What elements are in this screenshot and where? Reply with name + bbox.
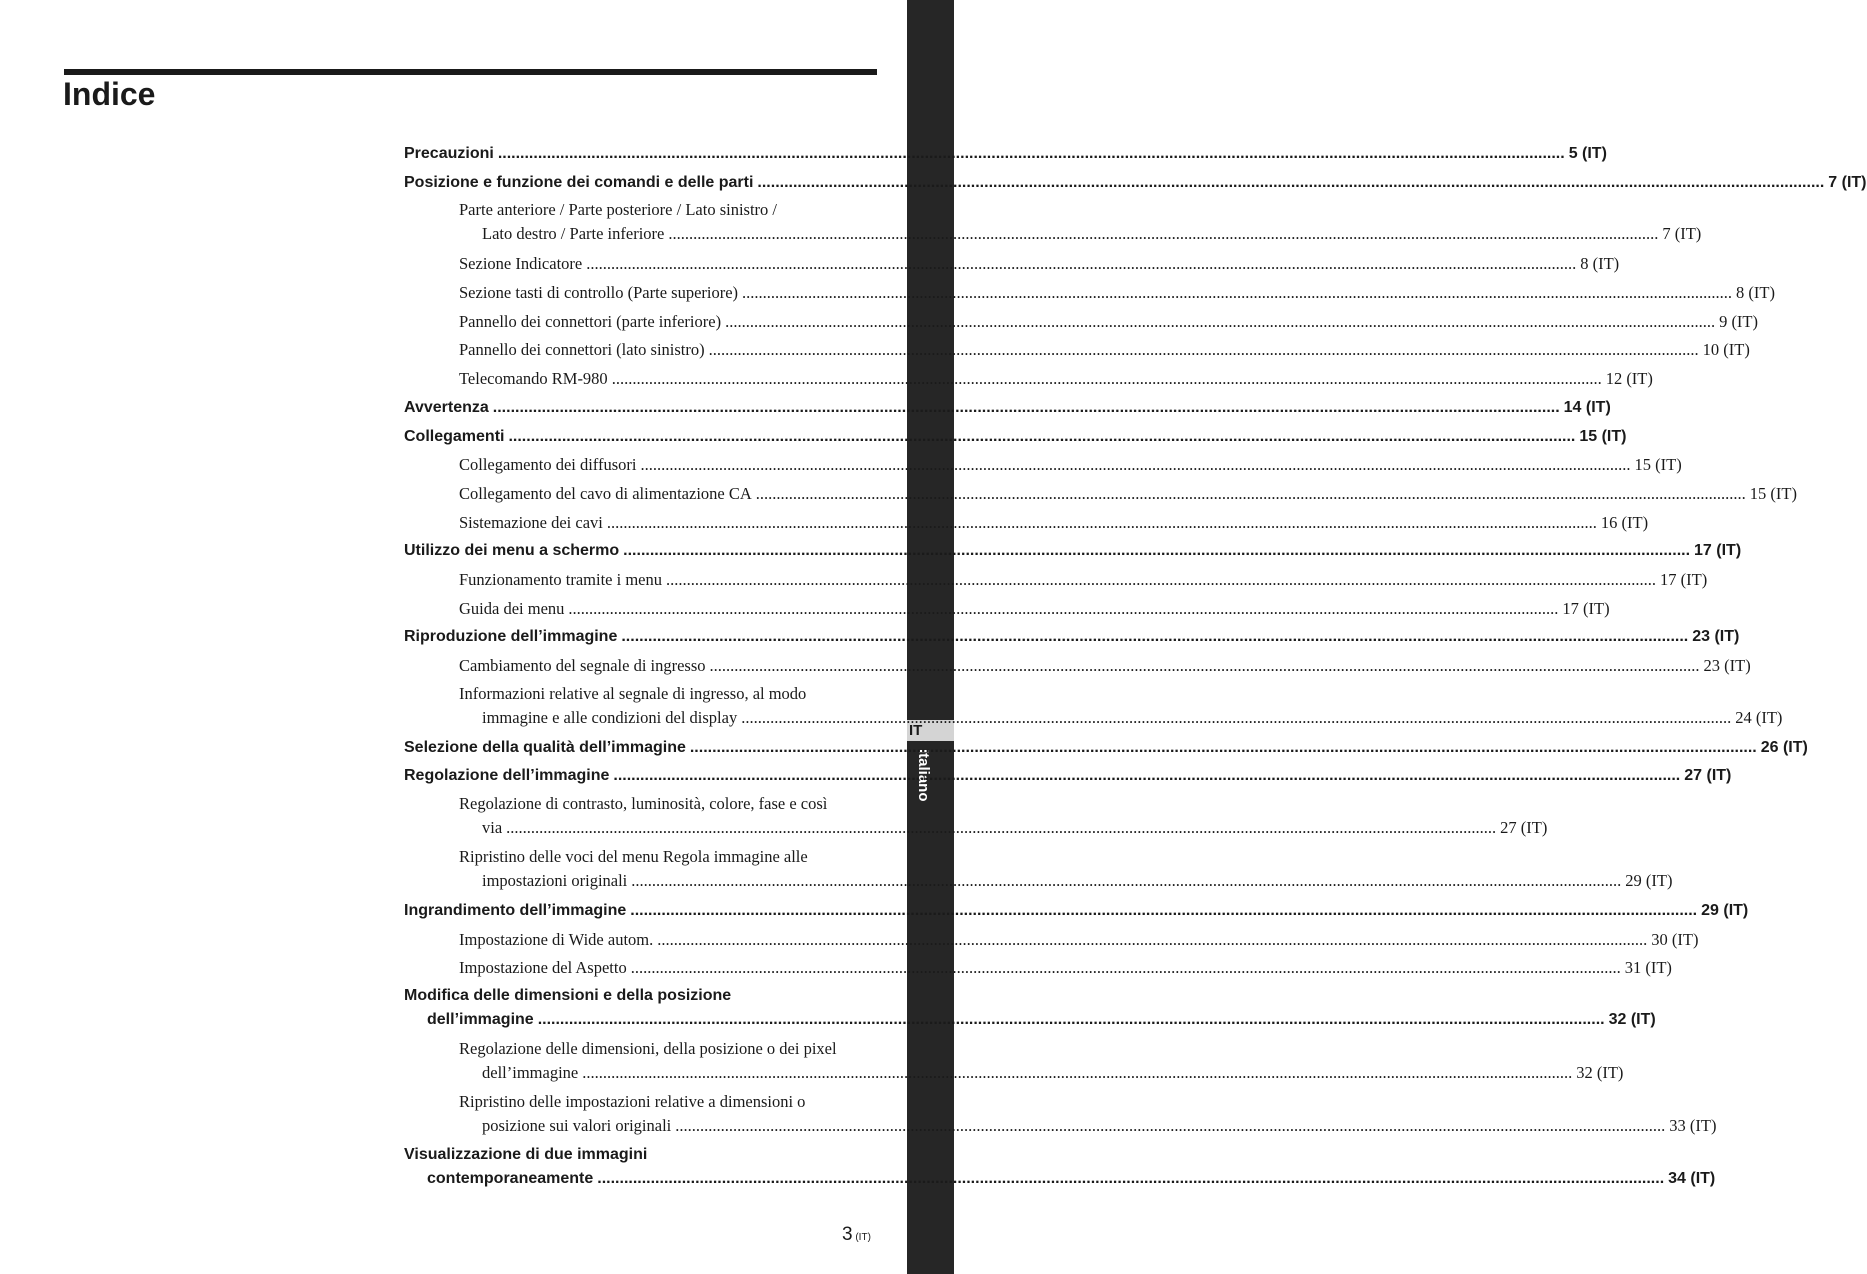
toc-subentry[interactable] — [404, 309, 1759, 338]
toc-entry-text: Sistemazione dei cavi — [459, 512, 603, 532]
dot-leader — [586, 251, 1576, 277]
toc-page-ref: 8 (IT) — [1580, 254, 1620, 274]
toc-entry-text-continued: posizione sui valori originali — [482, 1116, 672, 1136]
toc-subentry[interactable] — [404, 653, 1751, 682]
toc-entry[interactable] — [404, 984, 1656, 1037]
toc-entry-text: Impostazione del Aspetto — [459, 958, 627, 978]
toc-subentry[interactable] — [404, 596, 1610, 625]
toc-page-ref: 32 (IT) — [1576, 1063, 1624, 1083]
toc-subentry[interactable] — [404, 1037, 1624, 1090]
toc-page-ref: 16 (IT) — [1600, 512, 1649, 532]
toc-page-ref: 30 (IT) — [1651, 929, 1699, 949]
toc-entry-text: Selezione della qualità dell’immagine — [404, 738, 686, 756]
toc-page-ref: 9 (IT) — [1719, 311, 1759, 331]
toc-page-ref: 7 (IT) — [1662, 224, 1702, 244]
toc-entry[interactable] — [404, 395, 1611, 424]
toc-page-ref: 29 (IT) — [1701, 902, 1749, 920]
toc-subentry[interactable] — [404, 481, 1797, 510]
toc-page-ref: 10 (IT) — [1702, 340, 1750, 360]
toc-page-ref: 17 (IT) — [1562, 598, 1610, 618]
toc-subentry[interactable] — [404, 845, 1673, 898]
page-number — [842, 1224, 871, 1246]
dot-leader — [612, 366, 1602, 392]
toc-subentry[interactable] — [404, 955, 1672, 984]
toc-entry-text: Telecomando RM-980 — [459, 369, 608, 389]
toc-page-ref: 8 (IT) — [1736, 283, 1775, 303]
toc-subentry[interactable] — [404, 682, 1783, 735]
toc-entry-text-continued: impostazioni originali — [482, 871, 628, 891]
toc-entry-text: Cambiamento del segnale di ingresso — [459, 656, 706, 675]
toc-entry-text: Regolazione dell’immagine — [404, 767, 610, 785]
toc-entry[interactable] — [404, 538, 1742, 567]
dot-leader — [508, 424, 1575, 450]
toc-page-ref: 14 (IT) — [1563, 398, 1611, 416]
toc-page-ref: 17 (IT) — [1660, 569, 1708, 589]
dot-leader — [621, 624, 1688, 650]
dot-leader — [613, 763, 1680, 789]
toc-entry[interactable] — [404, 624, 1740, 653]
toc-subentry[interactable] — [404, 567, 1708, 596]
toc-entry-text: Avvertenza — [404, 398, 489, 416]
toc-subentry[interactable] — [404, 1090, 1717, 1143]
dot-leader — [607, 510, 1597, 536]
dot-leader — [631, 955, 1621, 981]
dot-leader — [568, 596, 1558, 622]
toc-entry[interactable] — [404, 141, 1607, 170]
toc-subentry[interactable] — [404, 510, 1649, 539]
toc-page-ref: 26 (IT) — [1760, 738, 1808, 756]
dot-leader — [668, 222, 1658, 246]
toc-subentry[interactable] — [404, 366, 1653, 395]
toc-entry-text-continued: dell’immagine — [482, 1063, 579, 1083]
toc-subentry[interactable] — [404, 337, 1750, 366]
dot-leader — [675, 1114, 1665, 1138]
toc-entry-text: Regolazione delle dimensioni, della posizione o dei pixel — [459, 1039, 837, 1059]
dot-leader — [631, 869, 1621, 893]
title-rule — [64, 69, 877, 75]
toc-entry[interactable] — [404, 424, 1627, 453]
toc-entry-text: Ingrandimento dell’immagine — [404, 902, 627, 920]
toc-entry-text: Posizione e funzione dei comandi e delle parti — [404, 173, 754, 191]
toc-entry-text: Riproduzione dell’immagine — [404, 628, 618, 646]
toc-page-ref: 7 (IT) — [1828, 173, 1867, 191]
toc-entry-text-continued: contemporaneamente — [427, 1170, 594, 1188]
toc-subentry[interactable] — [404, 927, 1699, 956]
toc-page-ref: 34 (IT) — [1668, 1170, 1716, 1188]
toc-page-ref: 15 (IT) — [1749, 483, 1797, 503]
toc-subentry[interactable] — [404, 792, 1548, 845]
dot-leader — [582, 1061, 1572, 1085]
dot-leader — [498, 141, 1565, 167]
dot-leader — [756, 481, 1746, 507]
toc-entry-text: Collegamento dei diffusori — [459, 455, 637, 475]
page-number-value: 3 — [842, 1224, 853, 1245]
toc-entry-text-continued: dell’immagine — [427, 1011, 534, 1029]
toc-entry-text: Utilizzo dei menu a schermo — [404, 542, 620, 560]
toc-page-ref: 33 (IT) — [1669, 1116, 1717, 1136]
toc-entry-text-continued: Lato destro / Parte inferiore — [482, 224, 665, 244]
dot-leader — [623, 538, 1690, 564]
toc-page-ref: 23 (IT) — [1703, 656, 1751, 675]
toc-page-ref: 27 (IT) — [1684, 767, 1732, 785]
toc-page-ref: 15 (IT) — [1579, 427, 1627, 445]
toc-entry[interactable] — [404, 1143, 1716, 1196]
toc-page-ref: 12 (IT) — [1605, 369, 1653, 389]
dot-leader — [641, 452, 1631, 478]
toc-entry-text: Regolazione di contrasto, luminosità, colore, fase e così — [459, 794, 828, 814]
toc-entry-text: Precauzioni — [404, 145, 494, 162]
language-code: IT — [907, 720, 954, 741]
dot-leader — [506, 816, 1496, 840]
toc-subentry[interactable] — [404, 251, 1620, 280]
toc-page-ref: 31 (IT) — [1624, 958, 1672, 978]
toc-subentry[interactable] — [404, 452, 1682, 481]
toc-page-ref: 17 (IT) — [1694, 542, 1742, 560]
toc-entry-text: Informazioni relative al segnale di ingresso, al modo — [459, 683, 807, 703]
toc-entry-text-continued: immagine e alle condizioni del display — [482, 707, 738, 727]
toc-entry-text: Guida dei menu — [459, 598, 565, 618]
dot-leader — [742, 280, 1732, 306]
dot-leader — [690, 735, 1757, 761]
toc-page-ref: 29 (IT) — [1625, 871, 1673, 891]
dot-leader — [597, 1167, 1664, 1191]
toc-entry-text: Pannello dei connettori (parte inferiore) — [459, 311, 722, 331]
page-number-suffix: (IT) — [852, 1232, 871, 1243]
toc-page-ref: 32 (IT) — [1608, 1011, 1656, 1029]
toc-entry-text: Pannello dei connettori (lato sinistro) — [459, 340, 705, 360]
toc-entry[interactable] — [404, 735, 1808, 764]
toc-entry-text: Visualizzazione di due immagini — [404, 1146, 648, 1164]
dot-leader — [741, 706, 1731, 730]
toc-entry-text: Ripristino delle voci del menu Regola immagine alle — [459, 847, 808, 867]
toc-page-ref: 24 (IT) — [1735, 707, 1783, 727]
dot-leader — [630, 898, 1697, 924]
dot-leader — [757, 170, 1824, 196]
toc-entry-text: Ripristino delle impostazioni relative a dimensioni o — [459, 1092, 806, 1112]
toc-entry-text: Modifica delle dimensioni e della posizione — [404, 987, 732, 1005]
toc-entry-text-continued: via — [482, 818, 503, 838]
page-title: Indice — [63, 76, 156, 112]
toc-entry-text: Impostazione di Wide autom. — [459, 929, 654, 949]
toc-entry[interactable] — [404, 170, 1867, 199]
toc-entry-text: Funzionamento tramite i menu — [459, 569, 662, 589]
toc-entry-text: Sezione tasti di controllo (Parte superiore) — [459, 283, 739, 303]
dot-leader — [666, 567, 1656, 593]
toc-subentry[interactable] — [404, 198, 1702, 251]
toc-page-ref: 15 (IT) — [1634, 455, 1682, 475]
dot-leader — [493, 395, 1560, 421]
dot-leader — [709, 337, 1699, 363]
dot-leader — [538, 1008, 1605, 1032]
toc-entry[interactable] — [404, 898, 1749, 927]
toc-entry-text: Parte anteriore / Parte posteriore / Lato sinistro / — [459, 200, 777, 220]
toc-page-ref: 23 (IT) — [1692, 628, 1740, 646]
language-label: Italiano — [915, 749, 932, 802]
toc-entry-text: Collegamento del cavo di alimentazione CA — [459, 483, 752, 503]
dot-leader — [725, 309, 1715, 335]
toc-entry-text: Collegamenti — [404, 427, 505, 445]
toc-page-ref: 27 (IT) — [1500, 818, 1548, 838]
dot-leader — [657, 927, 1647, 953]
toc-page-ref: 5 (IT) — [1568, 145, 1607, 162]
toc-subentry[interactable] — [404, 280, 1775, 309]
dot-leader — [710, 653, 1700, 679]
toc-entry-text: Sezione Indicatore — [459, 254, 583, 274]
